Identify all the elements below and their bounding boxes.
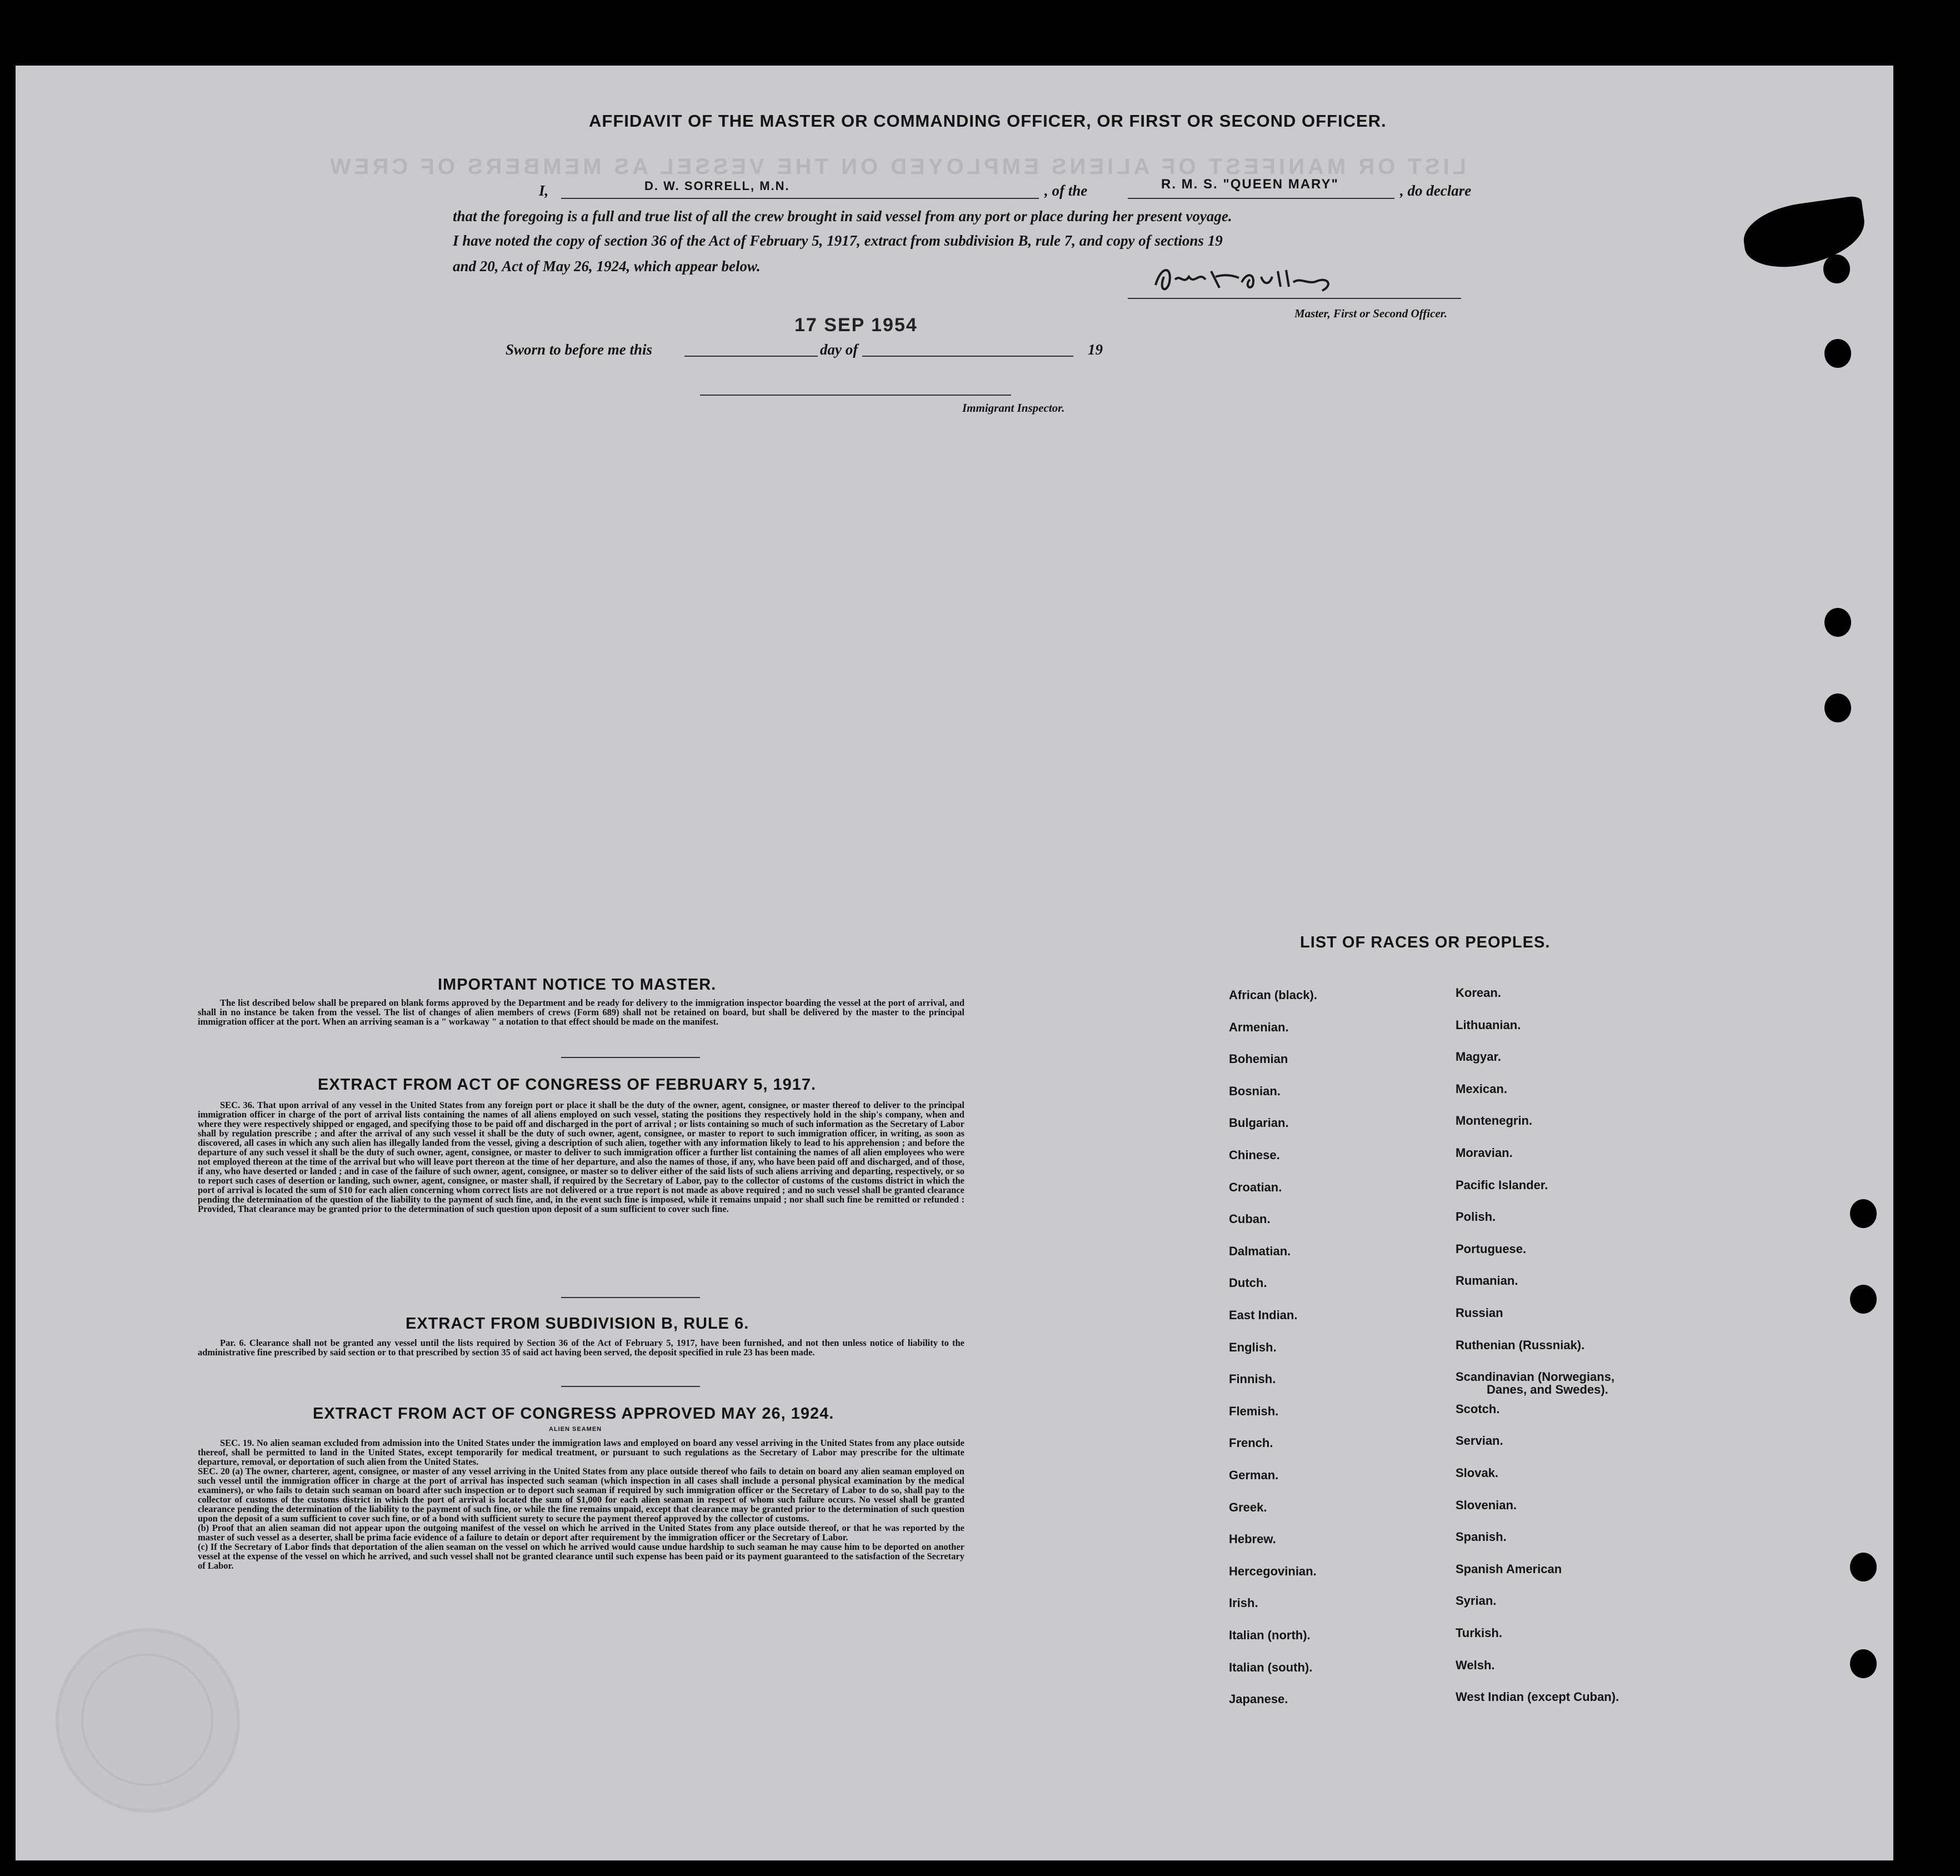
race-item-left: Bulgarian.: [1229, 1116, 1289, 1130]
extract-1917-title: EXTRACT FROM ACT OF CONGRESS OF FEBRUARY 5, 1917.: [318, 1076, 817, 1094]
officer-name-line: [561, 198, 1039, 199]
race-item-right: West Indian (except Cuban).: [1456, 1690, 1619, 1704]
race-item-right: Scotch.: [1456, 1401, 1500, 1416]
subdivision-text: Par. 6. Clearance shall not be granted any vessel until the lists required by Section 36 of the Act of February 5, 1917, have been furnished, and not then unless notice of liability to the administrative fine prescribed by said section or to that prescribed by section 35 of said act having been served, the deposit specified in rule 23 has been made.: [198, 1338, 964, 1358]
race-item-right: Lithuanian.: [1456, 1017, 1521, 1032]
race-item-left: Italian (north).: [1229, 1628, 1311, 1642]
punch-hole: [1824, 693, 1851, 722]
race-item-left: Flemish.: [1229, 1404, 1279, 1418]
document-page: [16, 66, 1893, 1860]
day-of-label: day of: [820, 341, 858, 358]
race-item-left: French.: [1229, 1436, 1273, 1450]
race-item-right: Korean.: [1456, 986, 1501, 1000]
race-item-right: Pacific Islander.: [1456, 1178, 1548, 1192]
race-item-left: East Indian.: [1229, 1308, 1298, 1322]
race-item-right: Slovenian.: [1456, 1498, 1517, 1512]
race-item-left: Bohemian: [1229, 1052, 1288, 1066]
extract-1924-subtitle: ALIEN SEAMEN: [549, 1426, 602, 1433]
affidavit-i-label: I,: [539, 182, 549, 199]
race-item-right: Spanish American: [1456, 1561, 1562, 1576]
race-item-left: Hebrew.: [1229, 1532, 1276, 1546]
punch-hole: [1850, 1649, 1877, 1678]
punch-hole: [1850, 1285, 1877, 1314]
punch-hole: [1824, 608, 1851, 637]
extract-1917-text: SEC. 36. That upon arrival of any vessel in the United States from any foreign port or place it shall be the duty of the owner, agent, consignee, or master thereof to deliver to the principal immigration officer in charge of the port of arrival lists containing the names of all aliens employed on such vessel, stating the positions they respectively hold in the ship's company, when and where they were respectively shipped or engaged, and specifying those to be paid off and discharged in the port of arrival ; or lists containing so much of such information as the Secretary of Labor shall by regulation prescribe ; and after the arrival of any such vessel it shall be the duty of such owner, agent, consignee, or master to report to such immigration officer, in writing, as soon as discovered, all cases in which any such alien has illegally landed from the vessel, giving a description of such alien, together with any information likely to lead to his apprehension ; and before the departure of any such vessel it shall be the duty of such owner, agent, consignee, or master to deliver to such immigration officer a further list containing the names of all alien employees who were not employed thereon at the time of the arrival but who will leave port thereon at the time of her departure, and also the names of those, if any, who have been paid off and discharged, and of those, if any, who have deserted or landed ; and in case of the failure of such owner, agent, consignee, or master so to deliver either of the said lists of such aliens arriving and departing, respectively, or so to report such cases of desertion or landing, such owner, agent, consignee, or master shall, if required by the Secretary of Labor, pay to the collector of customs of the customs district in which the port of arrival is located the sum of $10 for each alien concerning whom correct lists are not delivered or a true report is not made as above required ; and no such vessel shall be granted clearance pending the determination of the question of the liability to the payment of such fine, and, in the event such fine is imposed, while it remains unpaid ; nor shall such fine be remitted or refunded : Provided, That clearance may be granted prior to the determination of such question upon deposit of a sum sufficient to cover such fine.: [198, 1100, 964, 1214]
notice-text: The list described below shall be prepared on blank forms approved by the Department and be ready for delivery to the immigration inspector boarding the vessel at the port of arrival, and shall in no instance be taken from the vessel. The list of changes of alien members of crews (Form 689) shall not be retained on board, but shall be delivered by the master to the principal immigration officer at the port. When an arriving seaman is a " workaway " a notation to that effect should be made on the manifest.: [198, 997, 964, 1027]
race-item-right: Magyar.: [1456, 1050, 1501, 1064]
race-item-left: Armenian.: [1229, 1020, 1289, 1034]
race-item-left: African (black).: [1229, 988, 1317, 1002]
date-stamp: 17 SEP 1954: [794, 315, 918, 336]
race-item-right: Turkish.: [1456, 1626, 1502, 1640]
races-title: LIST OF RACES OR PEOPLES.: [1300, 934, 1551, 951]
of-the-label: , of the: [1044, 182, 1088, 199]
race-item-right: Slovak.: [1456, 1466, 1499, 1480]
punch-hole: [1823, 255, 1850, 283]
affidavit-line-3: I have noted the copy of section 36 of the Act of February 5, 1917, extract from subdivision B, rule 7, and copy of sections 19: [453, 232, 1223, 249]
officer-signature: [1150, 260, 1339, 299]
torn-corner: [1739, 195, 1869, 273]
sworn-label: Sworn to before me this: [506, 341, 653, 358]
affidavit-line-2: that the foregoing is a full and true list of all the crew brought in said vessel from any port or place during her present voyage.: [453, 208, 1232, 224]
signature-line: [1128, 298, 1461, 299]
punch-hole: [1850, 1199, 1877, 1228]
divider: [561, 1057, 700, 1058]
race-item-right: Mexican.: [1456, 1081, 1507, 1096]
race-item-left: German.: [1229, 1468, 1279, 1482]
race-item-left: Dalmatian.: [1229, 1244, 1291, 1258]
race-item-right: Portuguese.: [1456, 1241, 1527, 1256]
race-item-right: Polish.: [1456, 1210, 1496, 1224]
race-item-right: Rumanian.: [1456, 1274, 1518, 1288]
punch-hole: [1850, 1553, 1877, 1581]
affidavit-title: AFFIDAVIT OF THE MASTER OR COMMANDING OFFICER, OR FIRST OR SECOND OFFICER.: [589, 111, 1387, 131]
race-item-left: English.: [1229, 1340, 1277, 1354]
race-item-right: Spanish.: [1456, 1530, 1507, 1544]
race-item-left: Finnish.: [1229, 1372, 1276, 1386]
notice-title: IMPORTANT NOTICE TO MASTER.: [438, 976, 717, 994]
race-item-left: Croatian.: [1229, 1180, 1282, 1194]
race-item-left: Greek.: [1229, 1500, 1267, 1514]
race-item-left: Irish.: [1229, 1596, 1258, 1610]
race-item-right: Ruthenian (Russniak).: [1456, 1338, 1585, 1352]
affidavit-line-4: and 20, Act of May 26, 1924, which appear below.: [453, 258, 761, 275]
signature-caption: Master, First or Second Officer.: [1294, 307, 1447, 320]
punch-hole: [1824, 339, 1851, 368]
bleed-through-text: LIST OR MANIFEST OF ALIENS EMPLOYED ON THE VESSEL AS MEMBERS OF CREW: [327, 154, 1467, 179]
subdivision-title: EXTRACT FROM SUBDIVISION B, RULE 6.: [406, 1315, 749, 1333]
race-item-left: Dutch.: [1229, 1276, 1267, 1290]
extract-1924-title: EXTRACT FROM ACT OF CONGRESS APPROVED MAY 26, 1924.: [313, 1405, 834, 1423]
race-item-right: Russian: [1456, 1306, 1503, 1320]
do-declare-label: , do declare: [1400, 182, 1472, 199]
year-label: 19: [1088, 341, 1103, 358]
race-item-left: Chinese.: [1229, 1148, 1280, 1162]
inspector-caption: Immigrant Inspector.: [962, 401, 1065, 415]
race-scandinavian-cont: Danes, and Swedes).: [1487, 1383, 1608, 1396]
officer-name: D. W. SORRELL, M.N.: [644, 179, 790, 193]
race-item-left: Italian (south).: [1229, 1660, 1313, 1674]
race-item-left: Cuban.: [1229, 1212, 1271, 1226]
race-item-right: Montenegrin.: [1456, 1114, 1533, 1128]
vessel-name: R. M. S. "QUEEN MARY": [1161, 177, 1339, 192]
race-item-right: Syrian.: [1456, 1594, 1497, 1608]
inspector-signature-line: [700, 395, 1011, 396]
sworn-month-line: [862, 356, 1073, 357]
divider: [561, 1297, 700, 1298]
embossed-seal: [56, 1628, 240, 1813]
divider: [561, 1386, 700, 1387]
race-item-right: Moravian.: [1456, 1146, 1513, 1160]
race-item-left: Hercegovinian.: [1229, 1564, 1317, 1578]
extract-1924-text: SEC. 19. No alien seaman excluded from admission into the United States under the immigration laws and employed on board any vessel arriving in the United States from any place outside thereof, shall be permitted to land in the United States, except temporarily for medical treatment, or pursuant to such regulations as the Secretary of Labor may prescribe for the ultimate departure, removal, or deportation of such alien from the United States. SEC. 20 (a) The owner, charterer, agent, consignee, or master of any vessel arriving in the United States from any place outside thereof who fails to detain on board any alien seaman employed on such vessel until the immigration officer in charge at the port of arrival has inspected such seaman (which inspection in all cases shall include a personal physical examination by the medical examiners), or who fails to detain such seaman on board after such inspection or to deport such seaman if required by such immigration officer or the Secretary of Labor to do so, shall pay to the collector of customs of the customs district in which the port of arrival is located the sum of $1,000 for each alien seaman in respect of whom such failure occurs. No vessel shall be granted clearance pending the determination of the liability to the payment of such fine, or while the fine remains unpaid, except that clearance may be granted prior to the determination of such question upon the deposit of a sum sufficient to cover such fine, or of a bond with sufficient surety to secure the payment thereof approved by the collector of customs. (b) Proof that an alien seaman did not appear upon the outgoing manifest of the vessel on which he arrived in the United States from any place outside thereof, or that he was reported by the master of such vessel as a deserter, shall be prima facie evidence of a failure to detain or deport after requirement by the immigration officer or the Secretary of Labor. (c) If the Secretary of Labor finds that deportation of the alien seaman on the vessel on which he arrived would cause undue hardship to such seaman he may cause him to be deported on another vessel at the expense of the vessel on which he arrived, and such vessel shall not be granted clearance until such expense has been paid or its payment guaranteed to the satisfaction of the Secretary of Labor.: [198, 1438, 964, 1571]
race-item-right: Servian.: [1456, 1434, 1503, 1448]
race-item-right: Welsh.: [1456, 1658, 1495, 1672]
race-item-left: Bosnian.: [1229, 1084, 1281, 1098]
sworn-day-line: [684, 356, 818, 357]
race-item-left: Japanese.: [1229, 1692, 1288, 1707]
race-item-right: Scandinavian (Norwegians,: [1456, 1370, 1615, 1384]
vessel-name-line: [1128, 198, 1394, 199]
